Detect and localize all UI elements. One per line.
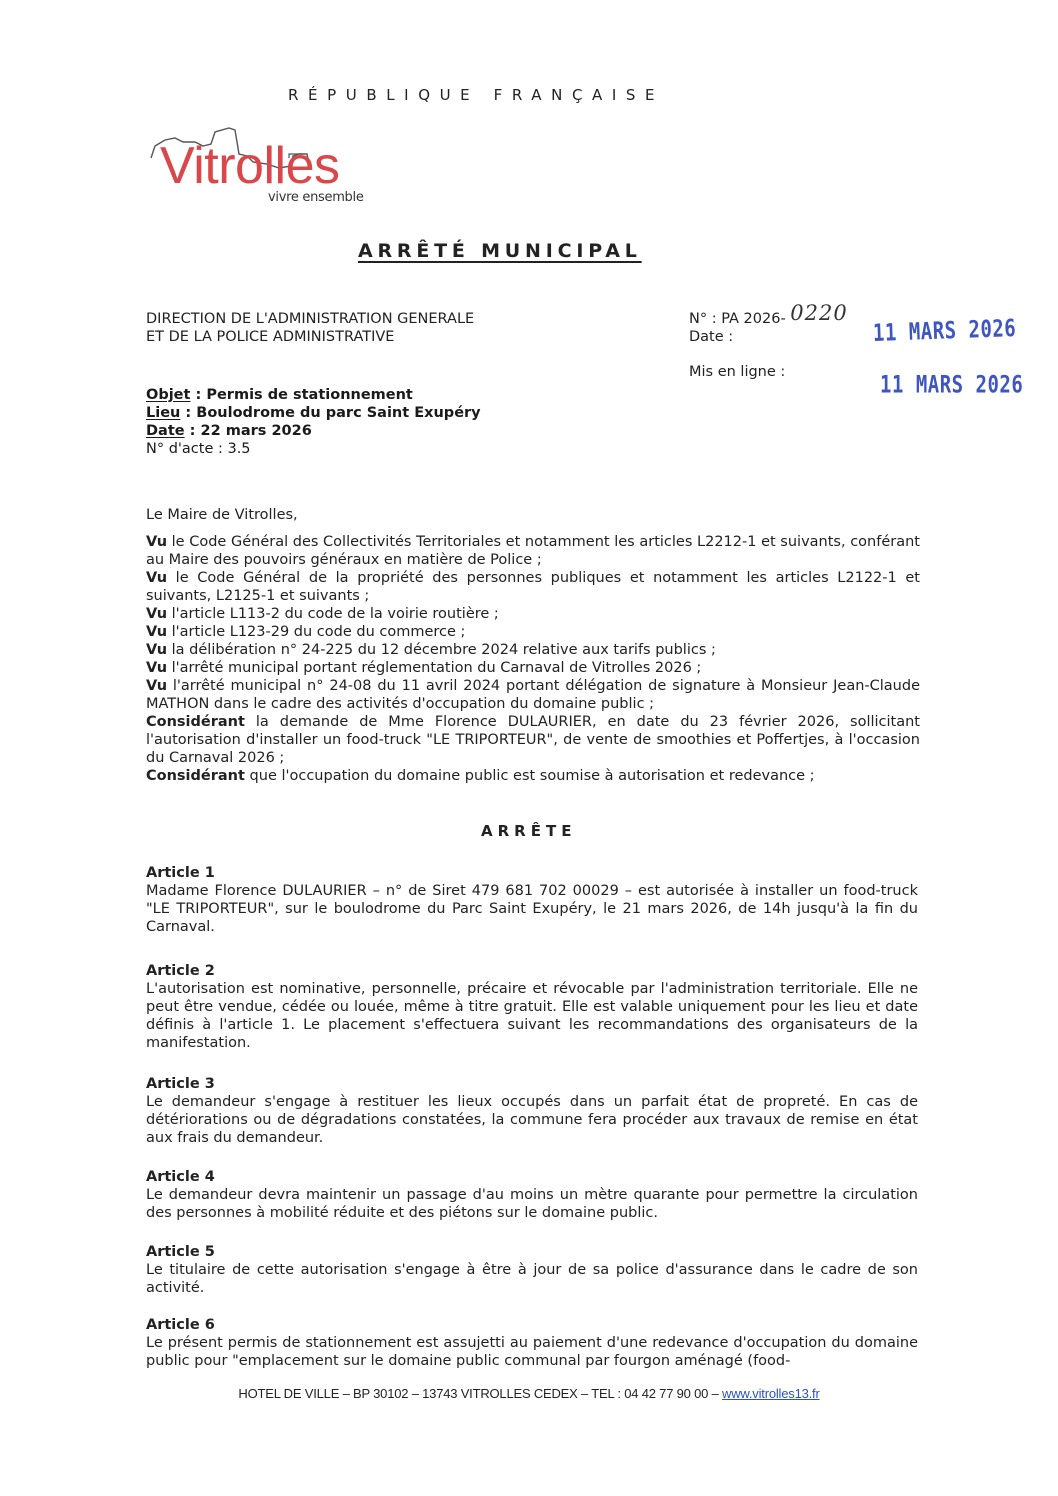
objet-label: Objet (146, 387, 191, 403)
preamble-lead: Vu (146, 642, 168, 658)
preamble-item (146, 767, 920, 785)
issuing-direction (146, 310, 474, 346)
preamble-text: l'arrêté municipal portant réglementation du Carnaval de Vitrolles 2026 ; (167, 660, 702, 676)
preamble-item (146, 641, 920, 659)
preamble-lead: Vu (146, 678, 168, 694)
article-3 (146, 1075, 918, 1147)
page-footer (0, 1386, 1058, 1401)
document-title: ARRÊTÉ MUNICIPAL (358, 240, 642, 262)
footer-address: HOTEL DE VILLE – BP 30102 – 13743 VITROLLES CEDEX – TEL : 04 42 77 90 00 – (238, 1386, 723, 1401)
preamble-opening: Le Maire de Vitrolles, (146, 507, 298, 523)
objet-line (146, 386, 481, 404)
preamble-item (146, 659, 920, 677)
article-text: Le demandeur s'engage à restituer les lieux occupés dans un parfait état de propreté. En cas de détériorations ou de dégradations constatées, la commune fera procéder aux travaux de remise en état aux frais du demandeur. (146, 1094, 918, 1146)
preamble-text: l'article L123-29 du code du commerce ; (167, 624, 466, 640)
date-label: Date : (689, 329, 734, 345)
preamble-text: le Code Général des Collectivités Territoriales et notamment les articles L2212-1 et suivants, conférant au Maire des pouvoirs généraux en matière de Police ; (146, 534, 920, 568)
preamble-text: la délibération n° 24-225 du 12 décembre 2024 relative aux tarifs publics ; (167, 642, 716, 658)
article-2 (146, 962, 918, 1052)
article-1 (146, 864, 918, 936)
preamble-lead: Considérant (146, 714, 245, 730)
event-date-label: Date (146, 423, 185, 439)
preamble-item (146, 533, 920, 569)
direction-line-2: ET DE LA POLICE ADMINISTRATIVE (146, 329, 395, 345)
website-link[interactable]: www.vitrolles13.fr (722, 1386, 820, 1401)
preamble-lead: Vu (146, 624, 168, 640)
article-text: Le demandeur devra maintenir un passage d'au moins un mètre quarante pour permettre la circulation des personnes à mobilité réduite et des piétons sur le domaine public. (146, 1187, 918, 1221)
article-title: Article 1 (146, 865, 215, 881)
reference-number-label: N° : PA 2026- (689, 311, 786, 327)
article-title: Article 2 (146, 963, 215, 979)
article-5 (146, 1243, 918, 1297)
article-text: Madame Florence DULAURIER – n° de Siret 479 681 702 00029 – est autorisée à installer un food-truck "LE TRIPORTEUR", sur le boulodrome du Parc Saint Exupéry, le 21 mars 2026, de 14h jusqu'à la fin du Carnaval. (146, 883, 918, 935)
article-4 (146, 1168, 918, 1222)
preamble-text: le Code Général de la propriété des personnes publiques et notamment les articles L2122-1 et suivants, L2125-1 et suivants ; (146, 570, 920, 604)
lieu-line (146, 404, 481, 422)
preamble-lead: Vu (146, 660, 168, 676)
preamble-lead: Vu (146, 570, 168, 586)
online-date-stamp: 11 MARS 2026 (880, 371, 1024, 399)
preamble-lead: Vu (146, 534, 168, 550)
article-text: L'autorisation est nominative, personnelle, précaire et révocable par l'administration territoriale. Elle ne peut être vendue, cédée ou louée, même à titre gratuit. Elle est valable uniquement pour les lieu et date définis à l'article 1. Le placement s'effectuera suivant les recommandations des organisateurs de la manifestation. (146, 981, 918, 1051)
date-line (146, 422, 481, 440)
preamble-text: l'article L113-2 du code de la voirie routière ; (167, 606, 499, 622)
objet-value: : Permis de stationnement (190, 387, 413, 403)
preamble-item (146, 677, 920, 713)
event-date-value: : 22 mars 2026 (184, 423, 312, 439)
vitrolles-logo-wordmark: Vitrolles (160, 137, 340, 195)
preamble-item (146, 623, 920, 641)
preamble-lead: Considérant (146, 768, 245, 784)
decision-heading: ARRÊTE (481, 822, 577, 840)
article-title: Article 4 (146, 1169, 215, 1185)
preamble-list (146, 533, 920, 785)
reference-block (689, 301, 848, 346)
article-6 (146, 1316, 918, 1370)
reference-number-handwritten: 0220 (790, 301, 848, 325)
direction-line-1: DIRECTION DE L'ADMINISTRATION GENERALE (146, 311, 475, 327)
republique-francaise-heading: RÉPUBLIQUE FRANÇAISE (288, 86, 665, 104)
preamble-item (146, 713, 920, 767)
article-text: Le titulaire de cette autorisation s'engage à être à jour de sa police d'assurance dans le cadre de son activité. (146, 1262, 918, 1296)
preamble-lead: Vu (146, 606, 168, 622)
article-text: Le présent permis de stationnement est assujetti au paiement d'une redevance d'occupation du domaine public pour "emplacement sur le domaine public communal par fourgon aménagé (food- (146, 1335, 918, 1369)
article-title: Article 5 (146, 1244, 215, 1260)
preamble-text: la demande de Mme Florence DULAURIER, en date du 23 février 2026, sollicitant l'autorisation d'installer un food-truck "LE TRIPORTEUR", de vente de smoothies et Poffertjes, à l'occasion du Carnaval 2026 ; (146, 714, 920, 766)
preamble-item (146, 605, 920, 623)
article-title: Article 6 (146, 1317, 215, 1333)
preamble-item (146, 569, 920, 605)
lieu-value: : Boulodrome du parc Saint Exupéry (180, 405, 481, 421)
acte-number: N° d'acte : 3.5 (146, 441, 251, 457)
logo-tagline: vivre ensemble (268, 190, 364, 205)
subject-block (146, 386, 481, 458)
date-stamp: 11 MARS 2026 (872, 314, 1017, 348)
preamble-text: l'arrêté municipal n° 24-08 du 11 avril 2024 portant délégation de signature à Monsieur Jean-Claude MATHON dans le cadre des activités d'occupation du domaine public ; (146, 678, 920, 712)
preamble-text: que l'occupation du domaine public est soumise à autorisation et redevance ; (244, 768, 815, 784)
article-title: Article 3 (146, 1076, 215, 1092)
online-label: Mis en ligne : (689, 364, 786, 380)
lieu-label: Lieu (146, 405, 181, 421)
